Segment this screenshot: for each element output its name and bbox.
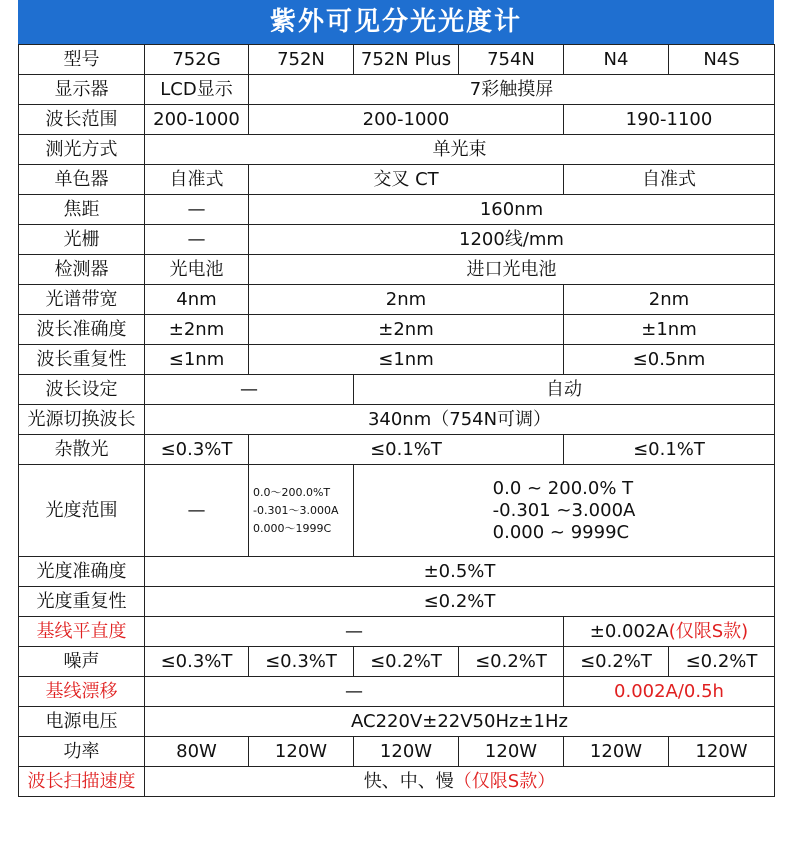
table-row-photo-accuracy [19, 557, 775, 587]
model-limit-note: (仅限S款) [668, 621, 749, 642]
row-label: 光源切换波长 [19, 405, 145, 435]
table-row-stray-light [19, 435, 775, 465]
table-row-grating [19, 225, 775, 255]
row-label: 焦距 [19, 195, 145, 225]
cell: ±2nm [249, 315, 564, 345]
range-line: -0.301～3.000A [253, 503, 339, 517]
row-label: 波长范围 [19, 105, 145, 135]
page-title: 紫外可见分光光度计 [18, 0, 774, 44]
cell: ±0.5%T [145, 557, 775, 587]
table-row-focal [19, 195, 775, 225]
table-row-lamp-switch [19, 405, 775, 435]
cell: 1200线/mm [249, 225, 775, 255]
table-row-power [19, 737, 775, 767]
cell: 光电池 [145, 255, 249, 285]
row-label: 基线漂移 [19, 677, 145, 707]
row-label: 显示器 [19, 75, 145, 105]
cell: 120W [669, 737, 775, 767]
cell: ≤0.3%T [145, 435, 249, 465]
row-label: 波长扫描速度 [19, 767, 145, 797]
row-label: 电源电压 [19, 707, 145, 737]
cell: ≤0.1%T [564, 435, 775, 465]
table-row-bandwidth [19, 285, 775, 315]
cell: ≤0.2%T [669, 647, 775, 677]
cell: ≤0.2%T [145, 587, 775, 617]
row-label: 波长重复性 [19, 345, 145, 375]
range-line: 0.000 ~ 9999C [492, 521, 630, 543]
model-752n-plus: 752N Plus [354, 45, 459, 75]
cell: 2nm [249, 285, 564, 315]
cell: 200-1000 [249, 105, 564, 135]
model-n4: N4 [564, 45, 669, 75]
cell: 340nm（754N可调） [145, 405, 775, 435]
table-row-model [19, 45, 775, 75]
row-label: 检测器 [19, 255, 145, 285]
cell: ≤1nm [249, 345, 564, 375]
model-754n: 754N [459, 45, 564, 75]
range-line: 0.0～200.0%T [253, 485, 331, 499]
spec-table [18, 44, 775, 797]
cell: ≤0.2%T [354, 647, 459, 677]
cell: 2nm [564, 285, 775, 315]
row-label: 测光方式 [19, 135, 145, 165]
cell: 120W [354, 737, 459, 767]
table-row-wave-accuracy [19, 315, 775, 345]
row-label: 噪声 [19, 647, 145, 677]
cell: ≤0.3%T [249, 647, 354, 677]
model-752n: 752N [249, 45, 354, 75]
cell [564, 617, 775, 647]
table-row-baseline-flatness [19, 617, 775, 647]
table-row-photometry [19, 135, 775, 165]
value: ±0.002A(仅限S款) [589, 621, 749, 642]
cell: 单光束 [145, 135, 775, 165]
table-row-detector [19, 255, 775, 285]
row-label: 单色器 [19, 165, 145, 195]
model-752g: 752G [145, 45, 249, 75]
cell: — [145, 465, 249, 557]
cell: 进口光电池 [249, 255, 775, 285]
range-line: -0.301 ~3.000A [492, 499, 636, 521]
cell: 190-1100 [564, 105, 775, 135]
table-row-photo-repeatability [19, 587, 775, 617]
table-row-power-supply [19, 707, 775, 737]
table-row-monochromator [19, 165, 775, 195]
cell: 交叉 CT [249, 165, 564, 195]
cell: ≤0.2%T [564, 647, 669, 677]
cell: — [145, 195, 249, 225]
row-label: 型号 [19, 45, 145, 75]
cell: ≤0.5nm [564, 345, 775, 375]
cell: — [145, 375, 354, 405]
cell: 7彩触摸屏 [249, 75, 775, 105]
table-row-wave-range [19, 105, 775, 135]
table-row-photo-range [19, 465, 775, 557]
row-label: 光栅 [19, 225, 145, 255]
cell: ±1nm [564, 315, 775, 345]
cell: ≤0.3%T [145, 647, 249, 677]
cell: 200-1000 [145, 105, 249, 135]
table-row-baseline-drift [19, 677, 775, 707]
cell: 自动 [354, 375, 775, 405]
table-row-scan-speed [19, 767, 775, 797]
model-limit-note: （仅限S款） [453, 771, 556, 792]
row-label: 波长准确度 [19, 315, 145, 345]
row-label: 光度重复性 [19, 587, 145, 617]
model-n4s: N4S [669, 45, 775, 75]
cell-small-range [249, 465, 354, 557]
cell: LCD显示 [145, 75, 249, 105]
cell-big-range [354, 465, 775, 557]
cell: 快、中、慢（仅限S款） [145, 767, 775, 797]
row-label: 功率 [19, 737, 145, 767]
range-line: 0.0 ~ 200.0% T [492, 477, 634, 499]
row-label: 光度范围 [19, 465, 145, 557]
range-line: 0.000～1999C [253, 521, 332, 535]
cell: 160nm [249, 195, 775, 225]
cell: 自准式 [145, 165, 249, 195]
table-row-wave-setting [19, 375, 775, 405]
cell: 0.002A/0.5h [564, 677, 775, 707]
cell: AC220V±22V50Hz±1Hz [145, 707, 775, 737]
row-label: 光度准确度 [19, 557, 145, 587]
row-label: 波长设定 [19, 375, 145, 405]
cell: 80W [145, 737, 249, 767]
row-label: 光谱带宽 [19, 285, 145, 315]
cell: 4nm [145, 285, 249, 315]
cell: — [145, 225, 249, 255]
cell: 120W [564, 737, 669, 767]
cell: — [145, 617, 564, 647]
cell: 120W [459, 737, 564, 767]
cell: ±2nm [145, 315, 249, 345]
cell: ≤0.1%T [249, 435, 564, 465]
row-label: 杂散光 [19, 435, 145, 465]
cell: 自准式 [564, 165, 775, 195]
cell: ≤1nm [145, 345, 249, 375]
table-row-display [19, 75, 775, 105]
row-label: 基线平直度 [19, 617, 145, 647]
cell: 120W [249, 737, 354, 767]
table-row-noise [19, 647, 775, 677]
cell: ≤0.2%T [459, 647, 564, 677]
table-row-wave-repeatability [19, 345, 775, 375]
cell: — [145, 677, 564, 707]
